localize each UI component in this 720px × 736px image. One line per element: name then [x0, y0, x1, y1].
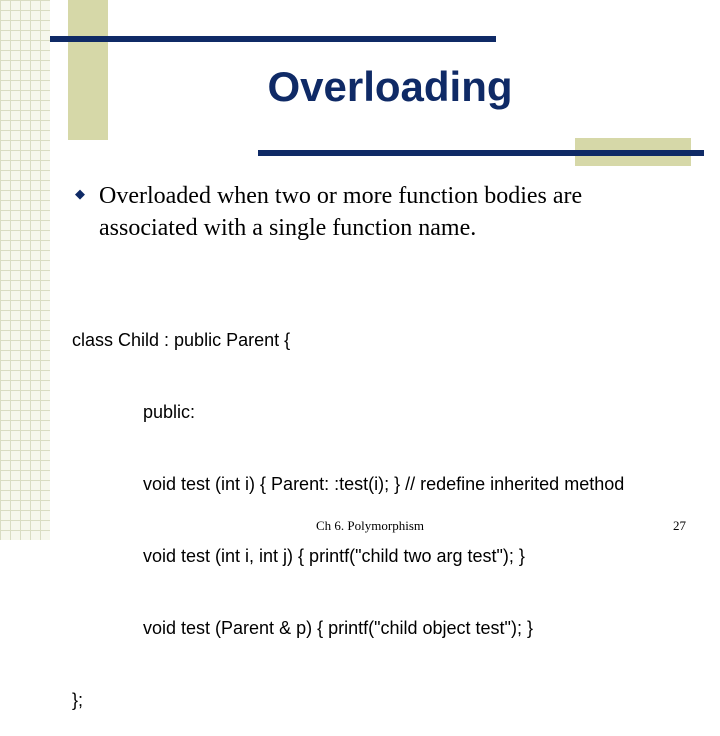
code-line: void test (int i) { Parent: :test(i); } // redefine inherited method	[143, 474, 625, 494]
code-line: public:	[143, 402, 196, 422]
page-number: 27	[673, 518, 686, 533]
bullet-item	[75, 180, 685, 244]
code-block	[72, 280, 712, 736]
diamond-bullet-icon: ◆	[75, 187, 85, 202]
slide-title: Overloading	[267, 63, 513, 110]
title-rule-top	[50, 36, 496, 42]
bullet-line-2: associated with a single function name.	[99, 215, 477, 241]
code-line: void test (int i, int j) { printf("child two arg test"); }	[143, 546, 525, 566]
decorative-block-top	[68, 0, 108, 140]
footer-text: Ch 6. Polymorphism	[316, 518, 424, 533]
title-rule-bottom	[258, 150, 704, 156]
bullet-line-1: Overloaded when two or more function bodies are	[99, 183, 583, 209]
code-line: void test (Parent & p) { printf("child object test"); }	[143, 618, 533, 638]
bullet-text	[99, 180, 685, 244]
grid-strip	[0, 0, 50, 540]
code-line: class Child : public Parent {	[72, 330, 291, 350]
code-line: };	[72, 690, 84, 710]
